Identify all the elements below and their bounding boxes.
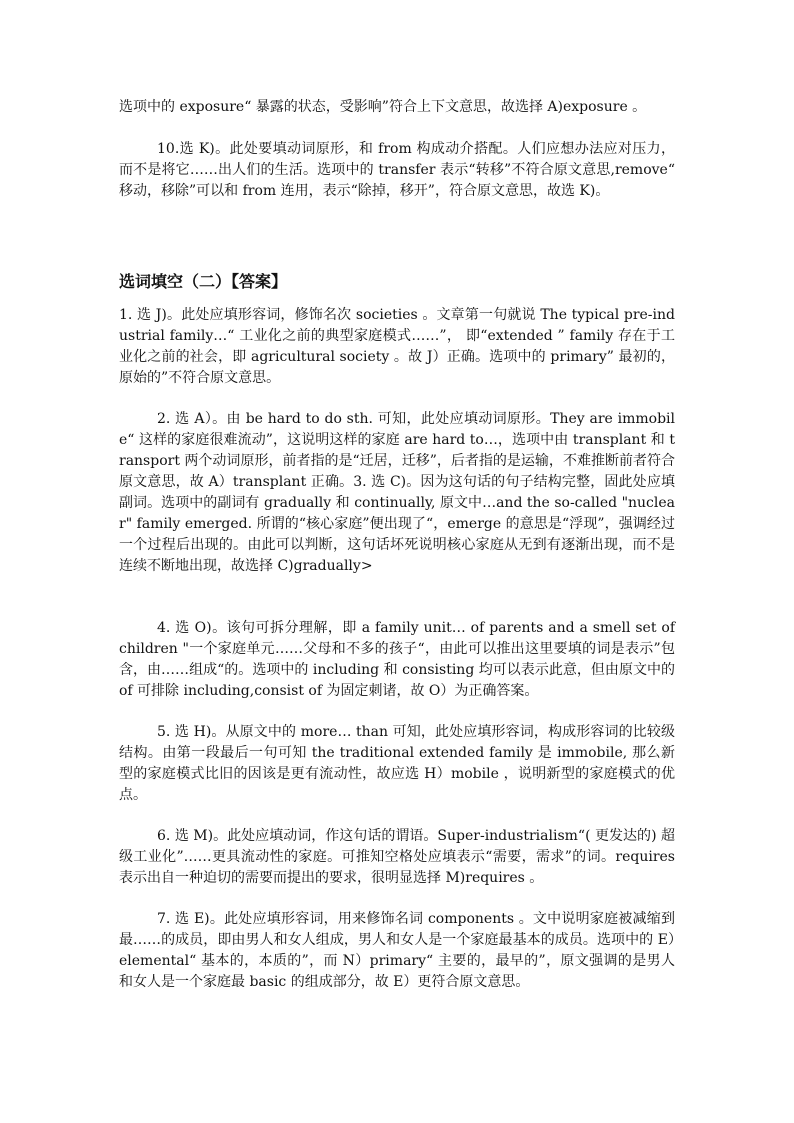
paragraph-answer-7: 7. 选 E)。此处应填形容词，用来修饰名词 components 。文中说明家庭被减缩到最……的成员，即由男人和女人组成，男人和女人是一个家庭最基本的成员。选项中的 E）elemental“ 基本的，本质的”，而 N）primary“ 主要的，最早的”，原文强调的是男人和女人是一个家庭最 basic 的组成部分，故 E）更符合原文意思。 xyxy=(119,911,675,990)
paragraph-answer-5: 5. 选 H)。从原文中的 more… than 可知，此处应填形容词，构成形容词的比较级结构。由第一段最后一句可知 the traditional extended family 是 immobile, 那么新型的家庭模式比旧的因该是更有流动性，故应选 H）mobile ，说明新型的家庭模式的优点。 xyxy=(119,724,675,803)
paragraph-exposure: 选项中的 exposure“ 暴露的状态，受影响”符合上下文意思，故选择 A)exposure 。 xyxy=(119,99,647,115)
paragraph-answer-6: 6. 选 M)。此处应填动词，作这句话的谓语。Super-industrialism“( 更发达的) 超级工业化”……更具流动性的家庭。可推知空格处应填表示“需要，需求”的词。requires 表示出自一种迫切的需要而提出的要求，很明显选择 M)requires 。 xyxy=(119,828,675,886)
paragraph-answer-10: 10.选 K)。此处要填动词原形，和 from 构成动介搭配。人们应想办法应对压力，而不是将它……出人们的生活。选项中的 transfer 表示“转移”不符合原文意思,remove“ 移动，移除”可以和 from 连用，表示“除掉，移开”，符合原文意思，故选 K)。 xyxy=(119,141,675,199)
section-heading: 选词填空（二）【答案】 xyxy=(119,272,288,291)
paragraph-answer-2-3: 2. 选 A）。由 be hard to do sth. 可知，此处应填动词原形。They are immobile“ 这样的家庭很难流动”，这说明这样的家庭 are hard to…，选项中由 transplant 和 transport 两个动词原形，前者指的是“迁居，迁移”，后者指的是运输，不难推断前者符合原文意思，故 A）transplant 正确。3. 选 C)。因为这句话的句子结构完整，固此处应填副词。选项中的副词有 gradually 和 continually, 原文中…and the so-called "nuclear" family emerged. 所谓的“核心家庭”便出现了“，emerge 的意思是“浮现”，强调经过一个过程后出现的。由此可以判断，这句话坏死说明核心家庭从无到有逐渐出现，而不是连续不断地出现，故选择 C)gradually> xyxy=(119,411,675,574)
paragraph-answer-1: 1. 选 J)。此处应填形容词，修饰名次 societies 。文章第一句就说 The typical pre-industrial family…“ 工业化之前的典型家庭模式……”， 即“extended ” family 存在于工业化之前的社会，即 agricultural society 。故 J）正确。选项中的 primary” 最初的，原始的”不符合原文意思。 xyxy=(119,307,675,386)
paragraph-answer-4: 4. 选 O)。该句可拆分理解，即 a family unit… of parents and a smell set of children "一个家庭单元……父母和不多的孩子“，由此可以推出这里要填的词是表示”包含，由……组成“的。选项中的 including 和 consisting 均可以表示此意，但由原文中的 of 可排除 including,consist of 为固定刺诸，故 O）为正确答案。 xyxy=(119,620,675,699)
